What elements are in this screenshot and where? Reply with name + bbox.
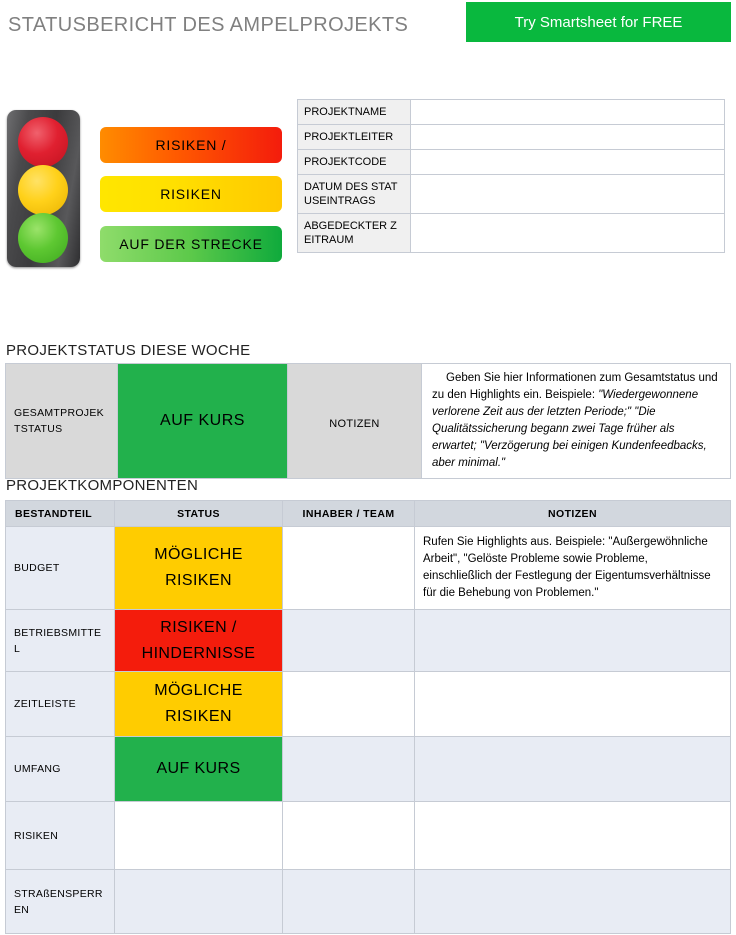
traffic-light-yellow-lamp-icon	[18, 165, 68, 215]
column-header-notes: NOTIZEN	[415, 501, 731, 527]
project-info-label: ABGEDECKTER ZEITRAUM	[298, 214, 411, 253]
component-notes[interactable]: Rufen Sie Highlights aus. Beispiele: "Außergewöhnliche Arbeit", "Gelöste Probleme sowie Probleme, einschließlich der Festlegung der Eigentumsverhältnisse für die Behebung von Problemen."	[415, 527, 731, 610]
table-row	[6, 610, 731, 672]
weekly-status-table	[5, 363, 731, 479]
project-info-label: PROJEKTCODE	[298, 150, 411, 175]
traffic-light-green-lamp-icon	[18, 213, 68, 263]
period-covered-field[interactable]	[411, 214, 725, 253]
overall-notes-text[interactable]	[422, 364, 731, 479]
column-header-owner: INHABER / TEAM	[283, 501, 415, 527]
table-row	[298, 125, 725, 150]
components-heading: PROJEKTKOMPONENTEN	[6, 477, 199, 494]
page-header	[0, 0, 736, 92]
component-notes[interactable]	[415, 672, 731, 737]
status-date-field[interactable]	[411, 175, 725, 214]
try-smartsheet-button[interactable]: Try Smartsheet for FREE	[466, 2, 731, 42]
overall-status-label: GESAMTPROJEKTSTATUS	[6, 364, 118, 479]
table-row	[298, 150, 725, 175]
table-row	[298, 175, 725, 214]
page-title: STATUSBERICHT DES AMPELPROJEKTS	[8, 14, 409, 36]
component-name: UMFANG	[6, 737, 115, 802]
component-notes[interactable]	[415, 737, 731, 802]
project-info-table	[297, 99, 725, 253]
component-notes[interactable]	[415, 802, 731, 870]
component-status[interactable]: MÖGLICHE RISIKEN	[115, 527, 283, 610]
component-owner[interactable]	[283, 527, 415, 610]
weekly-status-heading: PROJEKTSTATUS DIESE WOCHE	[6, 342, 251, 359]
component-owner[interactable]	[283, 870, 415, 934]
legend-bar-potential-risk: RISIKEN	[100, 176, 282, 212]
project-name-field[interactable]	[411, 100, 725, 125]
legend-bar-on-track: AUF DER STRECKE	[100, 226, 282, 262]
project-code-field[interactable]	[411, 150, 725, 175]
column-header-status: STATUS	[115, 501, 283, 527]
component-owner[interactable]	[283, 737, 415, 802]
table-row	[6, 802, 731, 870]
overall-notes-italic: "Wiedergewonnene verlorene Zeit aus der letzten Periode;" "Die Qualitätssicherung begann zwei Tage früher als erwartet; "Verzögerung bei einigen Kundenfeedbacks, aber minimal."	[432, 389, 707, 469]
table-row	[6, 672, 731, 737]
traffic-light-icon	[7, 110, 80, 267]
component-notes[interactable]	[415, 610, 731, 672]
project-components-table	[5, 500, 731, 934]
component-status[interactable]: MÖGLICHE RISIKEN	[115, 672, 283, 737]
column-header-component: BESTANDTEIL	[6, 501, 115, 527]
table-row	[298, 100, 725, 125]
table-row	[298, 214, 725, 253]
table-row	[6, 737, 731, 802]
table-header-row	[6, 501, 731, 527]
overall-notes-label: NOTIZEN	[288, 364, 422, 479]
component-owner[interactable]	[283, 610, 415, 672]
component-name: RISIKEN	[6, 802, 115, 870]
legend-bar-at-risk: RISIKEN /	[100, 127, 282, 163]
component-owner[interactable]	[283, 802, 415, 870]
overall-status-value[interactable]: AUF KURS	[118, 364, 288, 479]
component-status[interactable]: AUF KURS	[115, 737, 283, 802]
component-status[interactable]: RISIKEN / HINDERNISSE	[115, 610, 283, 672]
project-manager-field[interactable]	[411, 125, 725, 150]
table-row	[6, 364, 731, 479]
overall-notes-plain: Geben Sie hier Informationen zum Gesamtstatus und zu den Highlights ein. Beispiele:	[432, 372, 718, 401]
component-notes[interactable]	[415, 870, 731, 934]
component-name: BETRIEBSMITTEL	[6, 610, 115, 672]
project-info-label: DATUM DES STATUSEINTRAGS	[298, 175, 411, 214]
component-status[interactable]	[115, 802, 283, 870]
component-name: BUDGET	[6, 527, 115, 610]
component-status[interactable]	[115, 870, 283, 934]
project-info-label: PROJEKTLEITER	[298, 125, 411, 150]
component-name: ZEITLEISTE	[6, 672, 115, 737]
table-row	[6, 527, 731, 610]
project-info-label: PROJEKTNAME	[298, 100, 411, 125]
status-legend	[0, 105, 290, 275]
traffic-light-red-lamp-icon	[18, 117, 68, 167]
component-owner[interactable]	[283, 672, 415, 737]
component-name: STRAßENSPERREN	[6, 870, 115, 934]
table-row	[6, 870, 731, 934]
